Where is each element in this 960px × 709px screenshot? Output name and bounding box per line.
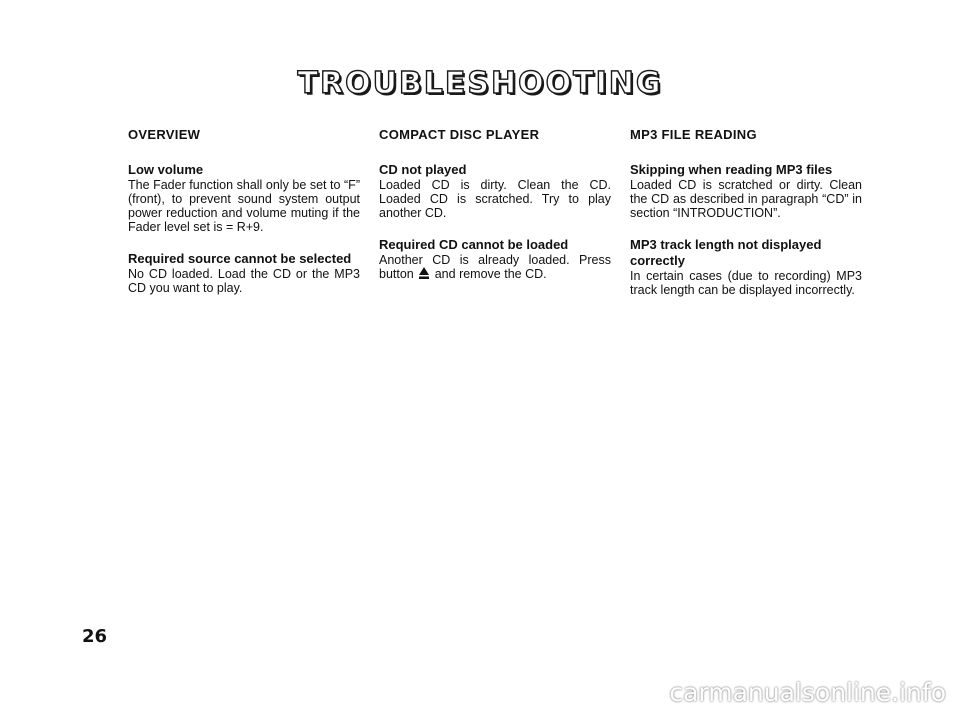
column-mp3-file-reading — [630, 128, 862, 314]
section-heading: MP3 FILE READING — [630, 127, 757, 142]
item-text — [379, 253, 611, 282]
item-text: The Fader function shall only be set to “F” (front), to prevent sound system output power reduction and volume muting if the Fader level set is = R+9. — [128, 178, 360, 234]
section-heading: COMPACT DISC PLAYER — [379, 127, 540, 142]
item-text: Loaded CD is dirty. Clean the CD. Loaded CD is scratched. Try to play another CD. — [379, 178, 611, 220]
troubleshooting-item — [379, 237, 611, 282]
item-text: Loaded CD is scratched or dirty. Clean the CD as described in paragraph “CD” in section “INTRODUCTION”. — [630, 178, 862, 220]
item-text-before: Another CD is already loaded. Press button — [379, 253, 611, 281]
item-text: In certain cases (due to recording) MP3 track length can be displayed incorrectly. — [630, 269, 862, 297]
section-heading: OVERVIEW — [128, 127, 201, 142]
page-title: TROUBLESHOOTING — [297, 66, 663, 101]
item-text: No CD loaded. Load the CD or the MP3 CD you want to play. — [128, 267, 360, 295]
page-number: 26 — [82, 626, 108, 647]
item-title: Required CD cannot be loaded — [379, 237, 569, 252]
troubleshooting-item — [128, 162, 360, 234]
troubleshooting-item — [128, 251, 360, 295]
troubleshooting-item — [630, 162, 862, 220]
item-title: Skipping when reading MP3 files — [630, 162, 833, 177]
troubleshooting-item — [379, 162, 611, 220]
column-overview — [128, 128, 360, 312]
troubleshooting-item — [630, 237, 862, 297]
item-title: Required source cannot be selected — [128, 251, 352, 266]
eject-icon — [419, 267, 429, 282]
watermark: carmanualsonline.info — [669, 678, 946, 707]
item-title: Low volume — [128, 162, 204, 177]
item-text-after: and remove the CD. — [434, 267, 547, 281]
item-title: MP3 track length not displayed correctly — [630, 237, 822, 268]
item-title: CD not played — [379, 162, 467, 177]
column-compact-disc-player — [379, 128, 611, 299]
